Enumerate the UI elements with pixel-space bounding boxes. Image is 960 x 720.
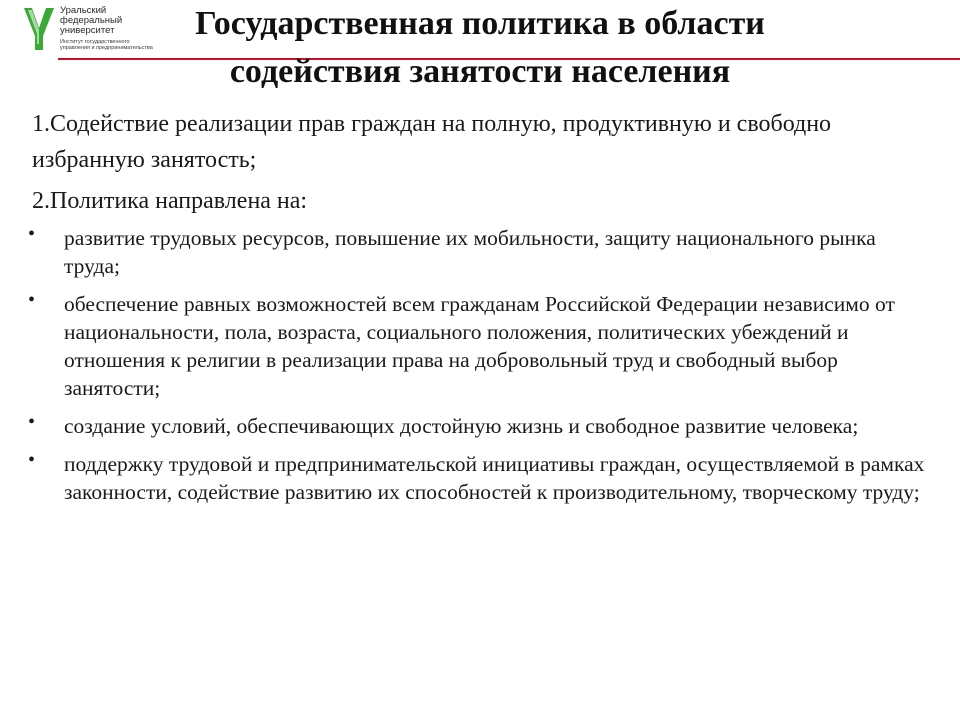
bullet-point-icon: • xyxy=(28,449,36,471)
slide-content xyxy=(28,106,932,516)
ural-federal-university-logo-icon xyxy=(22,4,56,54)
paragraph-1: 1.Содействие реализации прав граждан на полную, продуктивную и свободно избранную занятость; xyxy=(32,111,832,173)
bullet-point-icon: • xyxy=(28,289,36,311)
policy-bullet-list xyxy=(28,223,932,506)
logo-subtitle-2: управления и предпринимательства xyxy=(60,45,153,51)
bullet-text: поддержку трудовой и предпринимательской инициативы граждан, осуществляемой в рамках законности, содействие развитию их способностей к производительному, творческому труду; xyxy=(64,452,925,504)
bullet-item xyxy=(28,449,932,506)
bullet-point-icon: • xyxy=(28,223,36,245)
slide-title xyxy=(60,0,900,96)
bullet-item xyxy=(28,289,932,402)
bullet-text: развитие трудовых ресурсов, повышение их мобильности, защиту национального рынка труда; xyxy=(64,226,876,278)
slide-title-line-1: Государственная политика в области xyxy=(195,5,765,42)
slide-title-line-2: содействия занятости населения xyxy=(229,53,731,90)
logo-line-1: Уральский xyxy=(60,5,107,16)
bullet-item xyxy=(28,411,932,440)
bullet-point-icon: • xyxy=(28,411,36,433)
logo-line-3: университет xyxy=(60,25,115,36)
bullet-item xyxy=(28,223,932,280)
logo-line-2: федеральный xyxy=(60,15,123,26)
bullet-text: создание условий, обеспечивающих достойную жизнь и свободное развитие человека; xyxy=(64,414,859,438)
logo-subtitle-1: Институт государственного xyxy=(60,39,130,45)
bullet-text: обеспечение равных возможностей всем гражданам Российской Федерации независимо от национальности, пола, возраста, социального положения, политических убеждений и отношения к религии в реализации права на добровольный труд и свободный выбор занятости; xyxy=(64,292,895,400)
paragraph-2: 2.Политика направлена на: xyxy=(32,188,308,214)
